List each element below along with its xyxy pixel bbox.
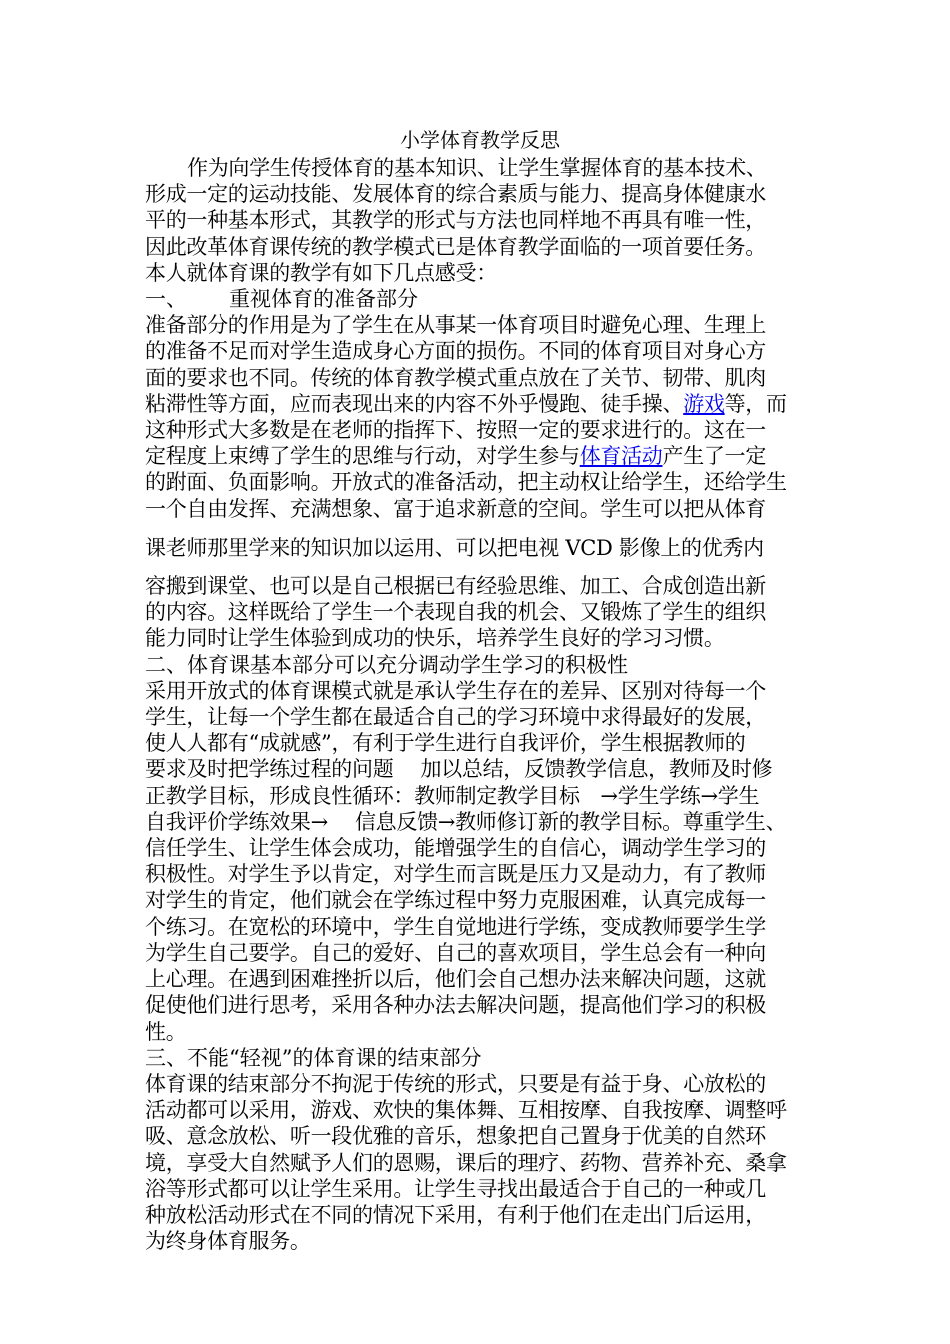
- intro-line: 平的一种基本形式，其教学的形式与方法也同样地不再具有唯一性，: [145, 208, 766, 233]
- paragraph-line: 的跗面、负面影响。开放式的准备活动，把主动权让给学生，还给学生: [145, 470, 787, 495]
- paragraph-line: 面的要求也不同。传统的体育教学模式重点放在了关节、韧带、肌肉: [145, 365, 766, 390]
- paragraph-line-with-link: [145, 443, 815, 469]
- intro-line: 形成一定的运动技能、发展体育的综合素质与能力、提高身体健康水: [145, 182, 766, 207]
- paragraph-line: 为终身体育服务。: [145, 1229, 311, 1254]
- paragraph-line: 为学生自己要学。自己的爱好、自己的喜欢项目，学生总会有一种向: [145, 940, 766, 965]
- paragraph-line: 对学生的肯定，他们就会在学练过程中努力克服困难，认真完成每一: [145, 888, 766, 913]
- document-page: [145, 128, 815, 1254]
- paragraph-line: 正教学目标，形成良性循环：教师制定教学目标 →学生学练→学生: [145, 783, 760, 808]
- paragraph-line: 要求及时把学练过程的问题 加以总结，反馈教学信息，教师及时修: [145, 757, 773, 782]
- paragraph-line: 活动都可以采用，游戏、欢快的集体舞、互相按摩、自我按摩、调整呼: [145, 1098, 787, 1123]
- paragraph-line: 准备部分的作用是为了学生在从事某一体育项目时避免心理、生理上: [145, 313, 766, 338]
- paragraph-line: 的准备不足而对学生造成身心方面的损伤。不同的体育项目对身心方: [145, 339, 766, 364]
- paragraph-line: 个练习。在宽松的环境中，学生自觉地进行学练，变成教师要学生学: [145, 914, 766, 939]
- paragraph-line: 吸、意念放松、听一段优雅的音乐，想象把自己置身于优美的自然环: [145, 1124, 766, 1149]
- paragraph-line: 学生，让每一个学生都在最适合自己的学习环境中求得最好的发展，: [145, 705, 766, 730]
- intro-line: 因此改革体育课传统的教学模式已是体育教学面临的一项首要任务。: [145, 234, 766, 259]
- link-youxi[interactable]: 游戏: [683, 391, 725, 416]
- paragraph-line: 一个自由发挥、充满想象、富于追求新意的空间。学生可以把从体育: [145, 496, 766, 521]
- paragraph-line: 的内容。这样既给了学生一个表现自我的机会、又锻炼了学生的组织: [145, 600, 766, 625]
- section-heading-3: 三、不能“轻视”的体育课的结束部分: [145, 1045, 482, 1070]
- paragraph-line: 容搬到课堂、也可以是自己根据已有经验思维、加工、合成创造出新: [145, 574, 766, 599]
- paragraph-line: 采用开放式的体育课模式就是承认学生存在的差异、区别对待每一个: [145, 678, 766, 703]
- line-text: 等，而: [724, 391, 787, 416]
- paragraph-line: 境，享受大自然赋予人们的恩赐，课后的理疗、药物、营养补充、桑拿: [145, 1150, 787, 1175]
- paragraph-line: 自我评价学练效果→ 信息反馈→教师修订新的教学目标。尊重学生、: [145, 809, 787, 834]
- document-title: 小学体育教学反思: [400, 128, 560, 152]
- section-heading-1: [145, 286, 815, 312]
- paragraph-line: 使人人都有“成就感”，有利于学生进行自我评价，学生根据教师的: [145, 731, 746, 756]
- paragraph-line: 浴等形式都可以让学生采用。让学生寻找出最适合于自己的一种或几: [145, 1176, 766, 1201]
- paragraph-line: 性。: [145, 1019, 187, 1044]
- paragraph-line: 促使他们进行思考，采用各种办法去解决问题，提高他们学习的积极: [145, 993, 766, 1018]
- paragraph-line: 体育课的结束部分不拘泥于传统的形式，只要是有益于身、心放松的: [145, 1071, 766, 1096]
- line-text: 产生了一定: [662, 444, 767, 469]
- paragraph-line: 上心理。在遇到困难挫折以后，他们会自己想办法来解决问题，这就: [145, 967, 766, 992]
- line-text: 粘滞性等方面，应而表现出来的内容不外乎慢跑、徒手操、: [145, 391, 684, 416]
- paragraph-line: 这种形式大多数是在老师的指挥下、按照一定的要求进行的。这在一: [145, 418, 766, 443]
- paragraph-line: 信任学生、让学生体会成功，能增强学生的自信心，调动学生学习的: [145, 836, 766, 861]
- heading-text: 重视体育的准备部分: [229, 287, 418, 312]
- heading-number: 一、: [145, 287, 187, 312]
- section-heading-2: 二、体育课基本部分可以充分调动学生学习的积极性: [145, 652, 628, 677]
- paragraph-line: 种放松活动形式在不同的情况下采用，有利于他们在走出门后运用，: [145, 1202, 766, 1227]
- link-tiyu-huodong[interactable]: 体育活动: [579, 444, 663, 469]
- paragraph-line: 能力同时让学生体验到成功的快乐，培养学生良好的学习习惯。: [145, 626, 725, 651]
- paragraph-line-vcd: 课老师那里学来的知识加以运用、可以把电视 VCD 影像上的优秀内: [145, 535, 764, 560]
- paragraph-line: 积极性。对学生予以肯定，对学生而言既是压力又是动力，有了教师: [145, 862, 766, 887]
- intro-line: 作为向学生传授体育的基本知识、让学生掌握体育的基本技术、: [187, 156, 767, 180]
- paragraph-line-with-link: [145, 391, 815, 417]
- line-text: 定程度上束缚了学生的思维与行动，对学生参与: [145, 444, 580, 469]
- intro-line: 本人就体育课的教学有如下几点感受：: [145, 260, 497, 285]
